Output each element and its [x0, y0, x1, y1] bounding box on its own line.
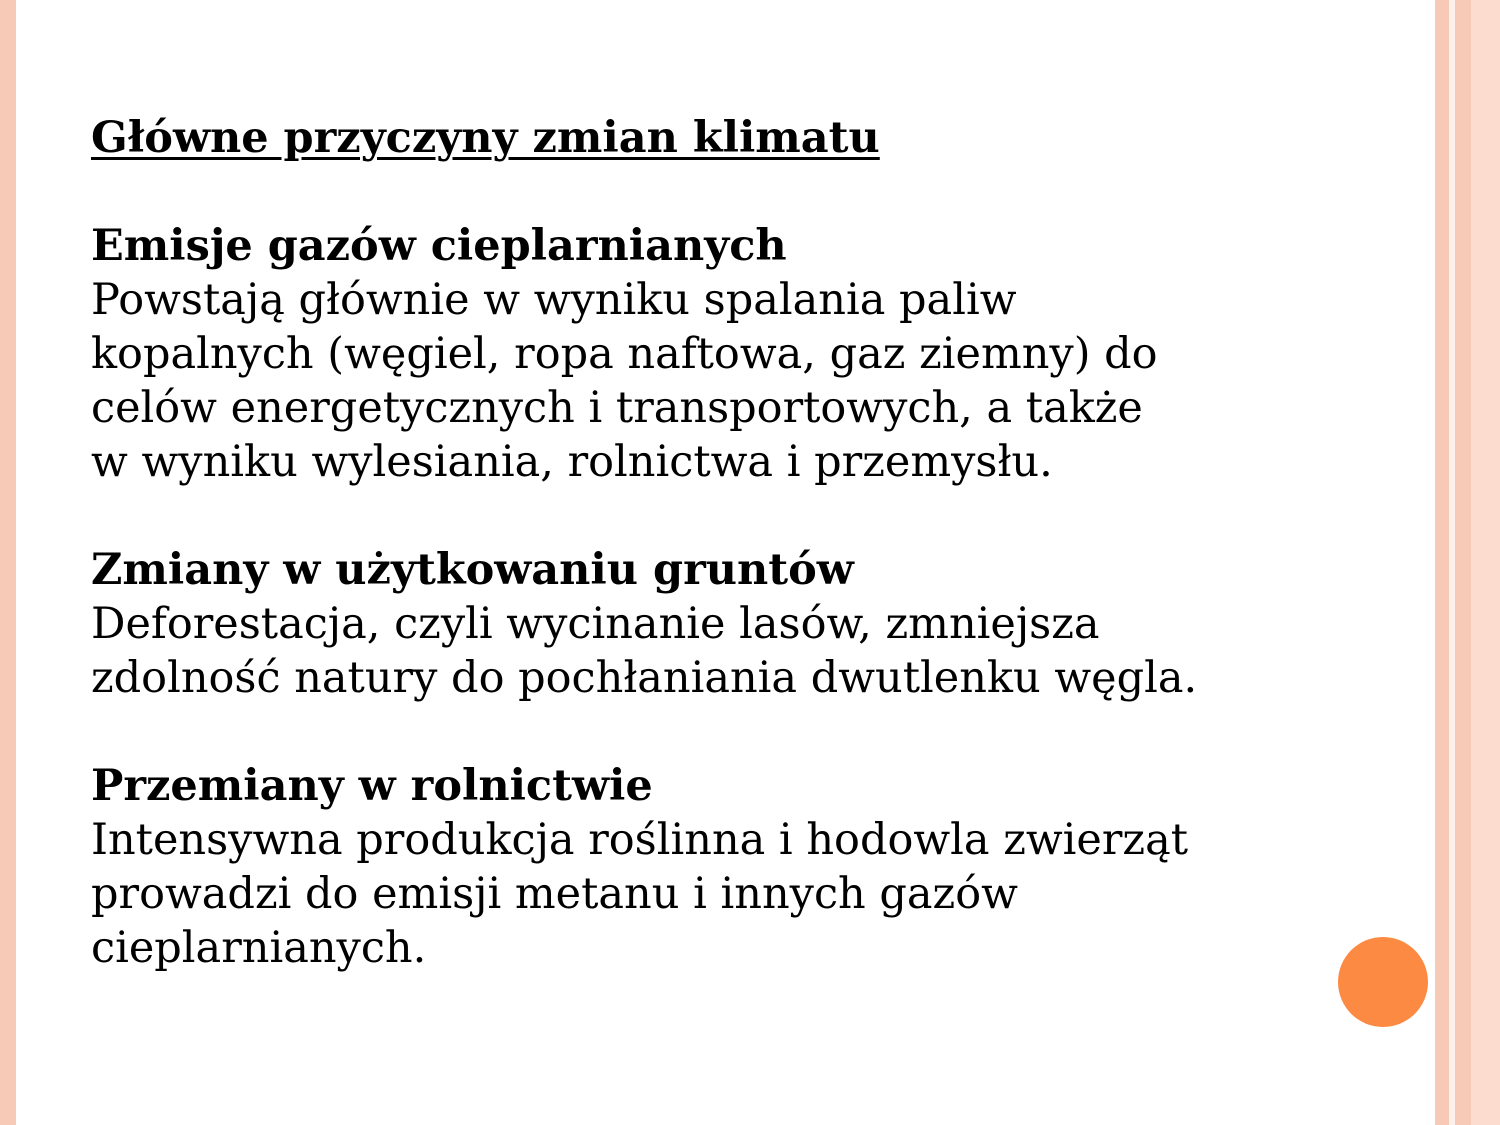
section-text-line: zdolność natury do pochłaniania dwutlenku węgla. — [91, 653, 1198, 703]
slide-content — [91, 111, 1411, 975]
right-decorative-stripe-inner — [1435, 0, 1449, 1125]
section-heading-agriculture: Przemiany w rolnictwie — [91, 761, 653, 811]
slide-title: Główne przyczyny zmian klimatu — [91, 113, 880, 163]
section-heading-land-use: Zmiany w użytkowaniu gruntów — [91, 545, 854, 595]
spacer — [91, 489, 1411, 543]
section-text-line: celów energetycznych i transportowych, a także — [91, 383, 1143, 433]
spacer — [91, 165, 1411, 219]
section-text-line: Deforestacja, czyli wycinanie lasów, zmniejsza — [91, 599, 1100, 649]
right-decorative-stripe-outer — [1471, 0, 1500, 1125]
section-text-line: Powstają głównie w wyniku spalania paliw — [91, 275, 1017, 325]
section-text-line: Intensywna produkcja roślinna i hodowla zwierząt — [91, 815, 1189, 865]
section-text-line: w wyniku wylesiania, rolnictwa i przemysłu. — [91, 437, 1053, 487]
spacer — [91, 705, 1411, 759]
section-heading-emissions: Emisje gazów cieplarnianych — [91, 221, 787, 271]
section-text-line: prowadzi do emisji metanu i innych gazów — [91, 869, 1018, 919]
left-decorative-stripe — [0, 0, 16, 1125]
section-text-line: kopalnych (węgiel, ropa naftowa, gaz ziemny) do — [91, 329, 1158, 379]
right-decorative-stripe-middle — [1455, 0, 1471, 1125]
section-text-line: cieplarnianych. — [91, 923, 427, 973]
